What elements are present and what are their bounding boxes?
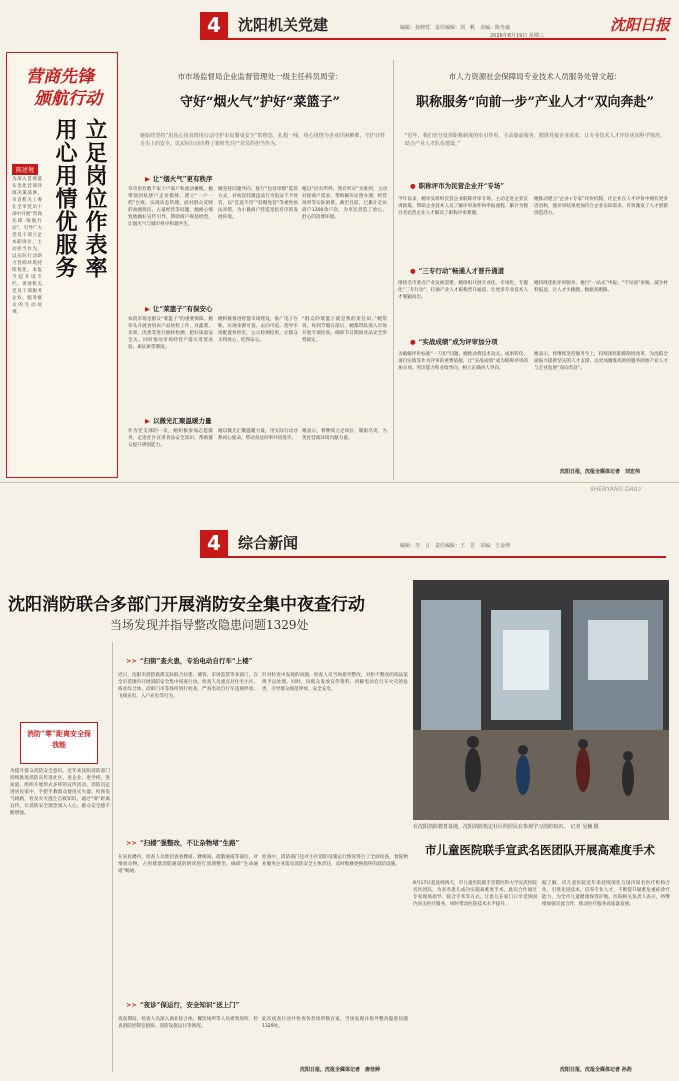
- article3-byline: 沈阳日报，沈报全媒体记者 唐佳婷: [300, 1067, 381, 1073]
- feature-headline-1: 立足岗位作表率: [82, 118, 108, 279]
- article1-title: 守好“烟火气”护好“菜篮子”: [180, 95, 340, 110]
- vertical-headline: [46, 118, 114, 468]
- article2-intro: “近年，我们充分发挥职称制度的牵引作用，主动靠前服务，精准对接企业需求，让专业技术人才评价更加科学规范，助力产业人才队伍建设。”: [405, 133, 665, 147]
- photo: [413, 580, 669, 820]
- editors-line-2: 编辑：李 言 责任编辑：王 芳 美编：王金坤: [400, 543, 511, 549]
- article2-col1-a: 今年以来，她牵头组织民营企业职称评审专场，主动走进企业宣讲政策，帮助企业技术人员了解评审条件和申报流程，累计为数百名民营企业人才解决了职称评审难题。: [398, 197, 528, 216]
- article3-col2-b: 检查中，消防部门还对小区消防设施运行情况进行了全面检查，督促物业服务企业落实消防安全主体责任，及时维修更换损坏的消防设施。: [262, 855, 408, 867]
- header-rule-2: [200, 556, 666, 558]
- article1-section-3: ▶ 以微光汇聚温暖力量: [145, 417, 212, 425]
- page-number: 4: [200, 12, 228, 38]
- article2-section-2: ● “三专行动”畅通人才晋升通道: [410, 267, 505, 275]
- article2-col1-c: 为破解评价标准“一刀切”问题，她推动将技术攻关、成果转化、项目实绩等作为评审的重要依据，让“实战成绩”成为职称评审的加分项，突出能力和业绩导向，树立正确用人导向。: [398, 352, 528, 371]
- header-rule: [200, 38, 666, 40]
- article2-byline: 沈阳日报，沈报全媒体记者 刘宏伟: [560, 469, 641, 475]
- slogan-line-1: 营商先锋: [26, 67, 94, 87]
- editors-line: 编辑：孙晓莺 责任编辑：刘 帆 美编：陈冬瑜: [400, 25, 511, 31]
- photo-caption: 在沈阳消防教育基地，沈阳消防指定社区的居民在参观学习消防知识。 记者 吴楠 摄: [413, 824, 599, 830]
- date-line: 2026年8月19日 星期三: [490, 33, 544, 39]
- author-tag: 陈述境: [12, 164, 38, 175]
- article1-col2-a: 她坚持问题导向，推行“包容审慎”监管方式，对初次轻微违法行为依法不予处罚，以“首违不罚”“轻微免罚”等柔性执法举措，为小微商户营造宽松有序的发展环境。: [218, 187, 298, 220]
- section-title-2: 综合新闻: [238, 534, 299, 552]
- article2-section-3: ● “实战成绩”成为评审加分项: [410, 338, 498, 346]
- article3-col1-b: 在居民楼内，检查人员逐层查看楼道、楼梯间、疏散通道等部位，对堆放杂物、占用堵塞消防通道的情况进行清理整治，确保“生命通道”畅通。: [118, 855, 258, 874]
- slogan-line-2: 颁航行动: [34, 89, 102, 109]
- article3-col1-a: 近日，沈阳市消防救援支队联合住建、城管、市场监管等多部门，在全市范围内开展消防安全集中夜查行动。检查人员重点对住宅小区、商业综合体、沿街门市等场所进行检查，严查电动自行车违规停放、飞线充电、入户充电等行为。: [118, 673, 258, 699]
- sidebar-body: 为深入贯彻落实优化营商环境决策部署，市直机关工委在全市党员干部中开展“营商先锋·领航行动”，引导广大党员干部立足本职岗位，主动担当作为，以实际行动助力营商环境持续优化。本报今起开设专栏，讲述机关党员干部服务企业、服务群众的生动故事。: [12, 177, 42, 315]
- article1-col1-a: 早市里有数千家个户商户和流动摊贩，她带领团队逐户走访摸排，建立“一户一档”台账，实现动态管理。面对群众反映的油烟扰民、占道经营等问题，她耐心细致地做好宣传引导，帮助商户规范经营，让烟火气与城市秩序和谐共生。: [128, 187, 213, 227]
- article2-col1-b: 围绕全市重点产业发展需要，她组织开展专业化、专场化、专题化“三专行动”，打通产业人才职称晋升通道，让更多专业技术人才脱颖而出。: [398, 281, 528, 300]
- article1-col2-b: 她积极推进智慧市场建设，推广电子台账，实现来源可查、去向可追。指导市场配置快检室，公示检测结果，让群众买得放心、吃得安心。: [218, 317, 298, 343]
- article4-col1: 8月17日起连续两天，市儿童医院联手首都医科大学宣武医院名医团队，为多名患儿成功实施高难度手术。此次合作通过专家现场指导、联合手术等方式，让患儿在家门口享受到国内顶尖医疗服务，同时带动医院技术水平提升。: [413, 881, 537, 907]
- brand-logo: 沈阳日报: [610, 16, 671, 34]
- article4-byline: 沈阳日报，沈报全媒体记者 孙浩: [560, 1067, 632, 1073]
- article1-col3-b: “群众的菜篮子就是我的责任田。”她常说。每到节假日前后，她都带队深入市场开展专项检查，确保节日期间食品安全形势稳定。: [302, 317, 387, 343]
- article3-section-1: >> “扫街”查火患，专治电动自行车“上楼”: [126, 657, 253, 665]
- article2-kicker: 市人力资源社会保障局专业技术人员服务处曾文超：: [448, 72, 622, 81]
- feature-headline-2b: 用心用情优服务: [52, 118, 78, 279]
- article2-title: 职称服务“向前一步”产业人才“双向奔赴”: [416, 95, 654, 110]
- article2-col2-b: 她持续优化评审服务，推行“一站式”申报、“不见面”审核，减少材料报送，让人才少跑腿、数据多跑路。: [534, 281, 668, 293]
- mid-rule: [0, 482, 679, 483]
- article1-col1-c: 作为党支部的一员，她积极参加志愿服务，走进社区宣讲食品安全知识，帮助群众提升辨别能力。: [128, 429, 213, 448]
- article1-col1-b: 农贸市场是群众“菜篮子”的重要保障。她牵头开展食用农产品快检工作，对蔬菜、水果、肉类等进行抽样检测，把好质量安全关。同时推动市场经营户落实进货查验、索证索票制度。: [128, 317, 213, 350]
- article1-intro: 她始终坚持“用真心用真情用行动守护市民餐桌安全”的理念，扎根一线，用心用情为企业纾困解难，守护百姓舌尖上的安全，以实际行动诠释了新时代共产党员的担当作为。: [140, 133, 385, 147]
- sidebar2-body: 为提升群众消防安全意识，近年来沈阳消防部门持续推进消防宣传进社区、进企业、进学校、进家庭，组织开展形式多样的宣传活动。消防员走进居民家中，手把手教群众使用灭火器、检查电气线路，普及火灾逃生自救知识。通过“零”距离宣传，让消防安全理念深入人心，群众安全感不断增强。: [10, 769, 110, 816]
- article3-col1-c: 夜查期间，检查人员深入商业综合体、餐饮场所等人员密集场所，检查消防控制室值班、消防设施运行等情况。: [118, 1017, 258, 1029]
- column-divider: [393, 60, 394, 480]
- article2-col2-c: 她表示，将继续坚持服务至上，持续深化职称制度改革，为沈阳全面振兴提供坚实的人才支撑，以更加精准高效的服务助推产业人才与企业发展“双向奔赴”。: [534, 352, 668, 371]
- section-title: 沈阳机关党建: [238, 16, 329, 34]
- article1-kicker: 市市场监督局企业监督管理处一级主任科员周莹：: [177, 72, 343, 81]
- article4-title: 市儿童医院联手宣武名医团队开展高难度手术: [425, 843, 655, 857]
- sidebar2-title: 消防“零”距离安全保我能: [26, 729, 92, 749]
- article2-section-1: ● 职称评市为民营企业开“专场”: [410, 182, 505, 190]
- museum-photo: [413, 580, 669, 820]
- article1-col2-c: 她以微光汇聚温暖力量，用实际行动诠释初心使命，带动身边同事共同进步。: [218, 429, 298, 441]
- article1-section-1: ▶ 让“烟火气”更有秩序: [145, 175, 213, 183]
- article2-col2-a: 她推动建立“企业+专家”评价机制，让企业在人才评价中拥有更多话语权，使评审结果更加符合企业实际需求，有效激发了人才创新创造活力。: [534, 197, 668, 216]
- article3-subtitle: 当场发现并指导整改隐患问题1329处: [110, 618, 309, 632]
- article3-col2-c: 此次夜查行动共检查各类场所数百家，当场发现并指导整改隐患问题1329处。: [262, 1017, 408, 1029]
- mid-masthead: SHENYANG DAILY: [590, 486, 642, 493]
- article3-col2-a: 针对检查中发现的问题，检查人员当场指导整改，对拒不整改的依法依规予以处理。同时，向群众发放宣传资料，讲解电动自行车火灾的危害，引导群众规范停放、安全充电。: [262, 673, 408, 692]
- article4-col2: 据了解，市儿童医院近年来持续深化与国内知名医疗机构合作，引进先进技术，培养专业人才，不断提升疑难危重症诊疗能力，为全市儿童健康保驾护航。医院相关负责人表示，将继续加强交流合作，推动医疗服务高质量发展。: [542, 881, 670, 907]
- article3-section-2: >> “扫楼”强整改，不让杂物堵“生路”: [126, 839, 240, 847]
- article1-col3-a: 她以“民有所呼、我有所应”为准则，主动对接商户需求，帮助解决证照办理、经营场所等实际困难。截至目前，已累计走访商户1200余户次，为市民营造了放心、舒心的消费环境。: [302, 187, 387, 220]
- page-number-2: 4: [200, 530, 228, 556]
- article3-title: 沈阳消防联合多部门开展消防安全集中夜查行动: [8, 595, 365, 615]
- article1-section-2: ▶ 让“菜篮子”有保安心: [145, 305, 213, 313]
- article3-section-3: >> “夜诊”保运行，安全知识“送上门”: [126, 1001, 240, 1009]
- article1-col3-c: 她表示，将继续立足岗位、履职尽责，为优化营商环境贡献力量。: [302, 429, 387, 441]
